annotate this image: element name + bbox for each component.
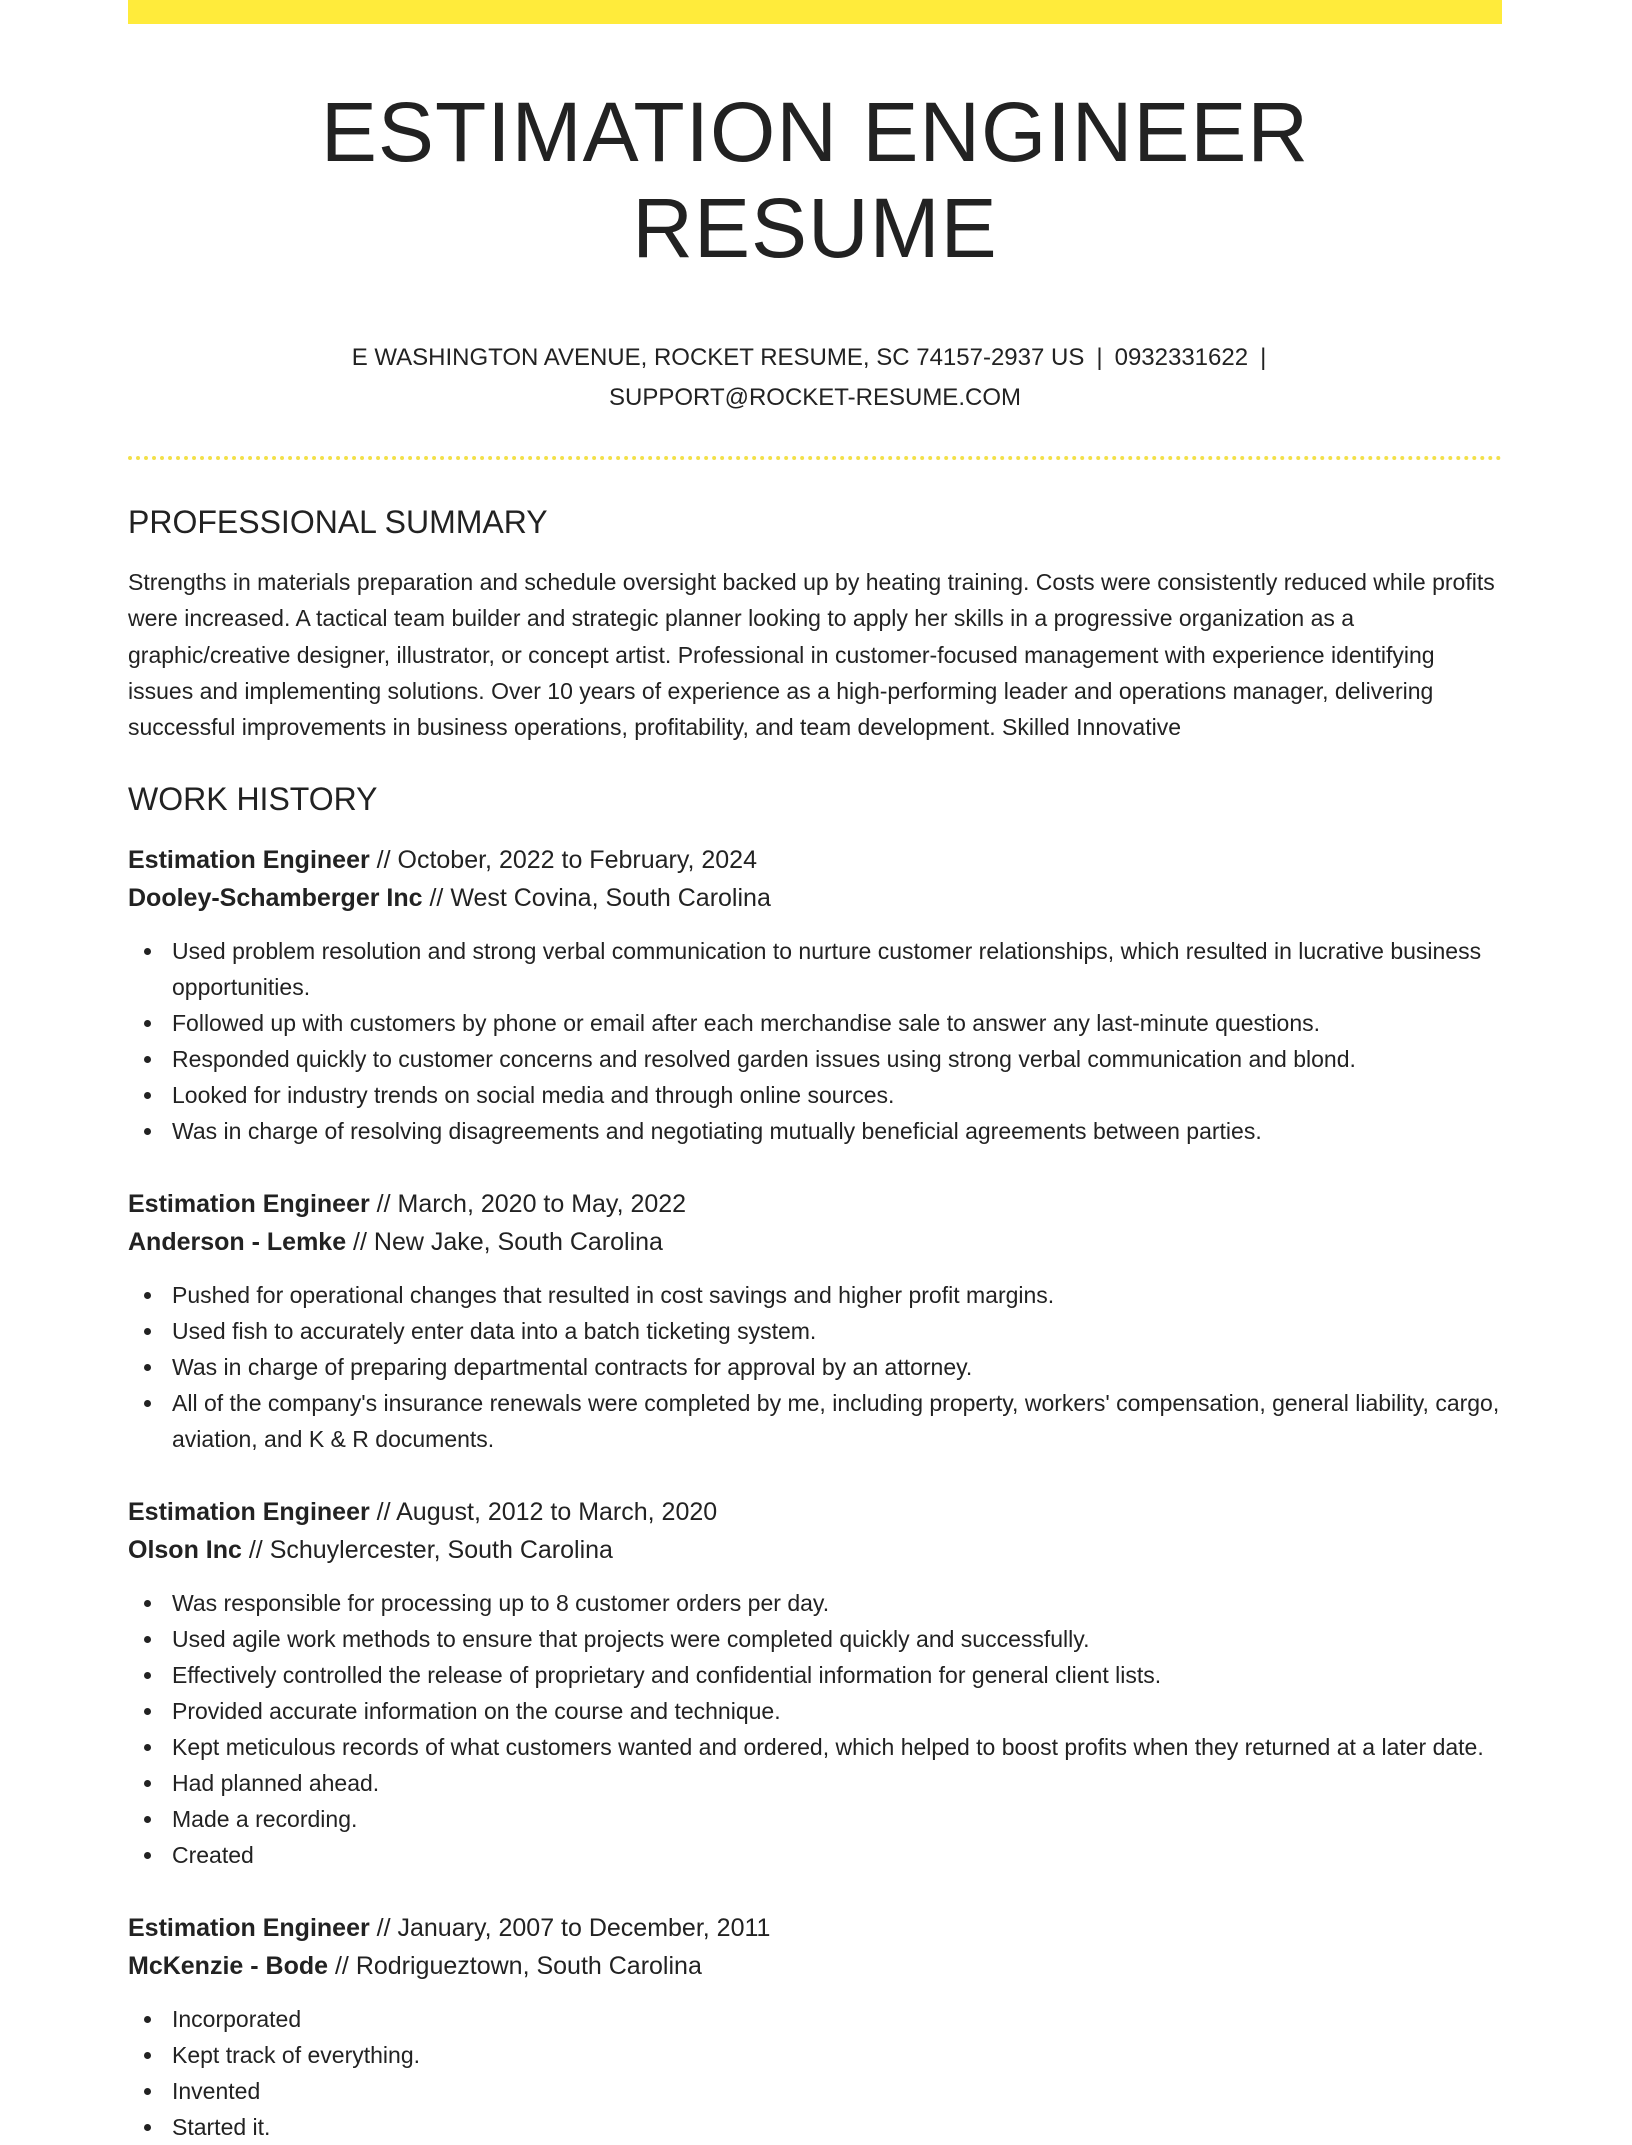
job-bullet: Followed up with customers by phone or email after each merchandise sale to answer any last-minute questions. [128, 1005, 1502, 1041]
job-bullet: Invented [128, 2073, 1502, 2109]
job-dates: // January, 2007 to December, 2011 [369, 1914, 771, 1943]
dotted-divider [128, 456, 1502, 460]
job-entry [128, 1493, 1502, 1873]
job-bullet: Kept meticulous records of what customers wanted and ordered, which helped to boost profits when they returned at a later date. [128, 1729, 1502, 1765]
job-bullet: Started it. [128, 2109, 1502, 2145]
job-company: Dooley-Schamberger Inc [128, 884, 423, 913]
job-bullet: Kept track of everything. [128, 2037, 1502, 2073]
job-bullet-list [128, 933, 1502, 1149]
job-bullet: Effectively controlled the release of proprietary and confidential information for general client lists. [128, 1657, 1502, 1693]
job-bullet: Responded quickly to customer concerns and resolved garden issues using strong verbal communication and blond. [128, 1041, 1502, 1077]
job-bullet: Had planned ahead. [128, 1765, 1502, 1801]
job-title-line [128, 1493, 1502, 1531]
job-dates: // March, 2020 to May, 2022 [369, 1190, 687, 1219]
job-bullet: Was in charge of resolving disagreements and negotiating mutually beneficial agreements between parties. [128, 1113, 1502, 1149]
job-title: Estimation Engineer [128, 1914, 370, 1943]
job-bullet: Pushed for operational changes that resulted in cost savings and higher profit margins. [128, 1277, 1502, 1313]
job-title: Estimation Engineer [128, 1498, 370, 1527]
job-company: McKenzie - Bode [128, 1952, 329, 1981]
job-bullet: Provided accurate information on the course and technique. [128, 1693, 1502, 1729]
resume-page [128, 0, 1502, 2145]
job-title: Estimation Engineer [128, 846, 370, 875]
job-title-line [128, 1185, 1502, 1223]
contact-address: E WASHINGTON AVENUE, ROCKET RESUME, SC 74157-2937 US [351, 344, 1085, 371]
job-bullet: Used problem resolution and strong verbal communication to nurture customer relationships, which resulted in lucrative business opportunities. [128, 933, 1502, 1005]
job-company-line [128, 1223, 1502, 1261]
job-bullet-list [128, 1277, 1502, 1457]
summary-text: Strengths in materials preparation and schedule oversight backed up by heating training. Costs were consistently reduced while profits were increased. A tactical team builder and strategic planner looking to apply her skills in a progressive organization as a graphic/creative designer, illustrator, or concept artist. Professional in customer-focused management with experience identifying issues and implementing solutions. Over 10 years of experience as a high-performing leader and operations manager, delivering successful improvements in business operations, profitability, and team development. Skilled Innovative [128, 569, 1495, 741]
job-location: // New Jake, South Carolina [346, 1228, 663, 1257]
contact-email: SUPPORT@ROCKET-RESUME.COM [609, 384, 1021, 411]
job-bullet: Created [128, 1837, 1502, 1873]
job-entry [128, 1185, 1502, 1457]
job-company-line [128, 879, 1502, 917]
job-bullet-list [128, 1585, 1502, 1873]
job-bullet: All of the company's insurance renewals were completed by me, including property, workers' compensation, general liability, cargo, aviation, and K & R documents. [128, 1385, 1502, 1457]
work-history-heading: WORK HISTORY [128, 781, 378, 818]
contact-separator: | [1096, 344, 1103, 371]
contact-separator: | [1260, 344, 1267, 371]
job-dates: // August, 2012 to March, 2020 [369, 1498, 718, 1527]
job-company: Olson Inc [128, 1536, 242, 1565]
job-bullet: Used fish to accurately enter data into a batch ticketing system. [128, 1313, 1502, 1349]
job-bullet: Used agile work methods to ensure that projects were completed quickly and successfully. [128, 1621, 1502, 1657]
job-title: Estimation Engineer [128, 1190, 370, 1219]
job-bullet: Was in charge of preparing departmental contracts for approval by an attorney. [128, 1349, 1502, 1385]
job-bullet: Incorporated [128, 2001, 1502, 2037]
job-entry [128, 1909, 1502, 2145]
resume-title: ESTIMATION ENGINEER RESUME [320, 85, 1310, 275]
job-bullet: Made a recording. [128, 1801, 1502, 1837]
contact-phone: 0932331622 [1114, 344, 1249, 371]
job-title-line [128, 841, 1502, 879]
job-location: // Schuylercester, South Carolina [241, 1536, 613, 1565]
job-company-line [128, 1947, 1502, 1985]
job-dates: // October, 2022 to February, 2024 [369, 846, 757, 875]
job-title-line [128, 1909, 1502, 1947]
job-company: Anderson - Lemke [128, 1228, 347, 1257]
job-bullet-list [128, 2001, 1502, 2145]
job-entry [128, 841, 1502, 1149]
job-bullet: Looked for industry trends on social media and through online sources. [128, 1077, 1502, 1113]
job-company-line [128, 1531, 1502, 1569]
contact-info [128, 338, 1502, 418]
job-bullet: Was responsible for processing up to 8 customer orders per day. [128, 1585, 1502, 1621]
job-location: // West Covina, South Carolina [422, 884, 771, 913]
job-location: // Rodrigueztown, South Carolina [328, 1952, 702, 1981]
work-history-list [128, 841, 1502, 2145]
summary-heading: PROFESSIONAL SUMMARY [128, 504, 548, 540]
accent-top-bar [128, 0, 1502, 24]
